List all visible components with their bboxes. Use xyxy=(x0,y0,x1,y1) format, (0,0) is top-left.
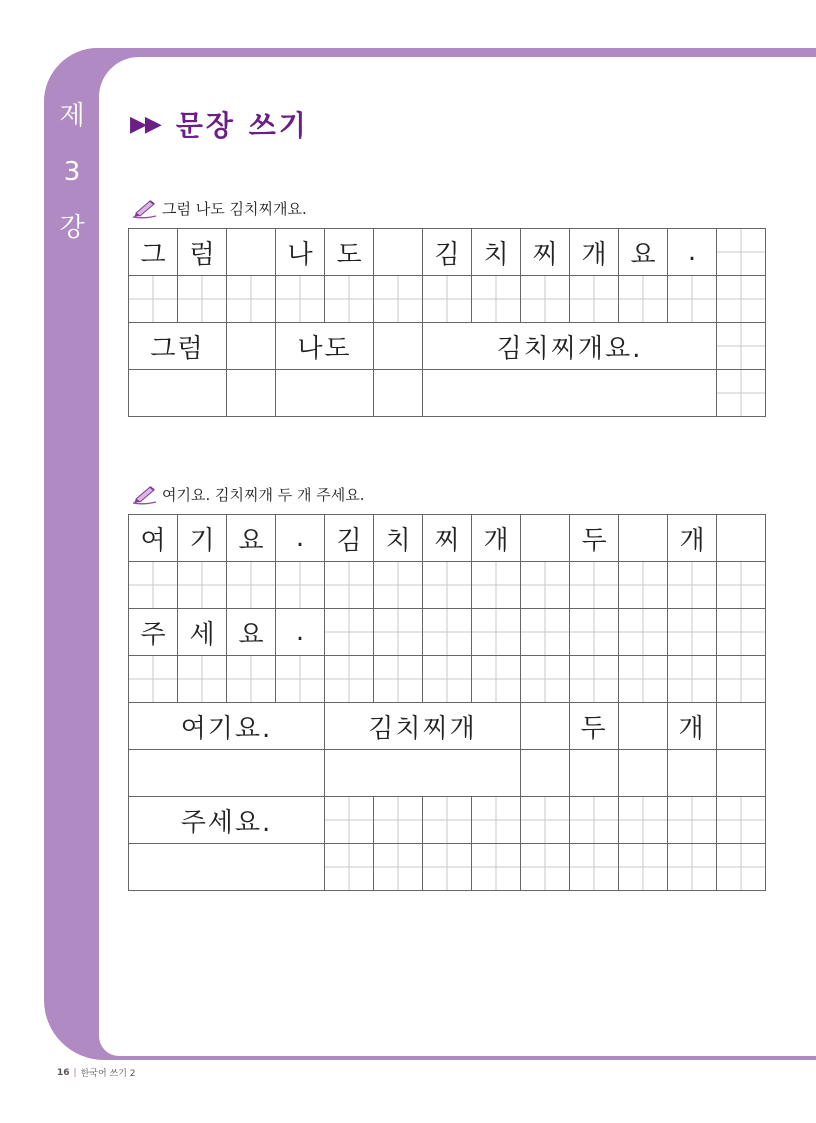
practice-cell[interactable] xyxy=(717,656,766,703)
practice-cell[interactable] xyxy=(129,276,178,323)
exercise1-label xyxy=(130,196,307,220)
exercise2-label xyxy=(130,482,365,506)
book-title: 한국어 쓰기 2 xyxy=(80,1069,136,1079)
trace-gap-cell xyxy=(521,703,570,750)
practice-row xyxy=(129,656,766,703)
free-write-row xyxy=(129,750,766,797)
grid-cell: 요 xyxy=(619,229,668,276)
grid-cell xyxy=(717,797,766,844)
grid-cell xyxy=(717,323,766,370)
practice-cell[interactable] xyxy=(521,276,570,323)
trace-cell: 여기요. xyxy=(129,703,325,750)
practice-cell[interactable] xyxy=(129,562,178,609)
grid-cell: 찌 xyxy=(521,229,570,276)
grid-cell xyxy=(472,797,521,844)
trace-cell: 나도 xyxy=(276,323,374,370)
grid-cell: 개 xyxy=(668,515,717,562)
section-title-text: 문장 쓰기 xyxy=(175,109,309,142)
trace-cell: 주세요. xyxy=(129,797,325,844)
grid-cell xyxy=(423,797,472,844)
grid-cell xyxy=(374,797,423,844)
chapter-tab-char: 제 xyxy=(59,101,85,131)
free-write-cell[interactable] xyxy=(619,750,668,797)
trace-gap-cell xyxy=(717,703,766,750)
grid-cell: 그 xyxy=(129,229,178,276)
grid-cell xyxy=(374,609,423,656)
page-number: 16 xyxy=(57,1067,70,1078)
grid-cell xyxy=(717,609,766,656)
pencil-icon xyxy=(130,197,160,219)
free-write-cell[interactable] xyxy=(668,750,717,797)
free-write-cell[interactable] xyxy=(472,844,521,891)
free-write-cell[interactable] xyxy=(423,844,472,891)
practice-cell[interactable] xyxy=(423,656,472,703)
footer-separator: | xyxy=(73,1067,77,1078)
grid-cell: 김 xyxy=(423,229,472,276)
grid-cell: 치 xyxy=(374,515,423,562)
practice-cell[interactable] xyxy=(276,656,325,703)
practice-cell[interactable] xyxy=(227,276,276,323)
trace-row xyxy=(129,323,766,370)
free-write-cell[interactable] xyxy=(570,750,619,797)
practice-cell[interactable] xyxy=(570,656,619,703)
grid-cell: 주 xyxy=(129,609,178,656)
trace-cell: 그럼 xyxy=(129,323,227,370)
practice-cell[interactable] xyxy=(668,562,717,609)
free-write-cell[interactable] xyxy=(423,370,717,417)
grid-cell: . xyxy=(276,609,325,656)
grid-cell xyxy=(472,609,521,656)
practice-cell[interactable] xyxy=(227,562,276,609)
grid-cell: 두 xyxy=(570,515,619,562)
practice-cell[interactable] xyxy=(619,656,668,703)
grid-cell xyxy=(570,797,619,844)
practice-cell[interactable] xyxy=(178,276,227,323)
free-write-cell[interactable] xyxy=(325,844,374,891)
grid-cell xyxy=(325,797,374,844)
practice-cell[interactable] xyxy=(374,562,423,609)
free-write-cell[interactable] xyxy=(717,844,766,891)
practice-cell[interactable] xyxy=(325,562,374,609)
grid-cell: 찌 xyxy=(423,515,472,562)
free-write-cell[interactable] xyxy=(619,844,668,891)
trace-gap-cell xyxy=(227,323,276,370)
grid-cell xyxy=(668,609,717,656)
grid-cell: . xyxy=(668,229,717,276)
exercise2-sentence: 여기요. 김치찌개 두 개 주세요. xyxy=(162,485,365,504)
chapter-tab-char: 강 xyxy=(59,213,85,243)
trace-gap-cell xyxy=(374,323,423,370)
grid-cell xyxy=(423,609,472,656)
free-write-cell[interactable] xyxy=(276,370,374,417)
practice-cell[interactable] xyxy=(717,562,766,609)
trace-cell: 김치찌개 xyxy=(325,703,521,750)
grid-cell: . xyxy=(276,515,325,562)
grid-cell: 럼 xyxy=(178,229,227,276)
grid-cell: 치 xyxy=(472,229,521,276)
free-write-cell[interactable] xyxy=(129,750,325,797)
practice-cell[interactable] xyxy=(472,562,521,609)
practice-cell[interactable] xyxy=(276,276,325,323)
grid-cell: 세 xyxy=(178,609,227,656)
grid-cell xyxy=(570,609,619,656)
grid-cell xyxy=(717,229,766,276)
grid-cell xyxy=(521,609,570,656)
grid-cell xyxy=(619,797,668,844)
grid-cell xyxy=(619,515,668,562)
free-write-cell[interactable] xyxy=(374,370,423,417)
trace-cell: 개 xyxy=(668,703,717,750)
free-write-cell[interactable] xyxy=(570,844,619,891)
free-write-row xyxy=(129,844,766,891)
model-row xyxy=(129,609,766,656)
practice-cell[interactable] xyxy=(619,562,668,609)
grid-cell: 김 xyxy=(325,515,374,562)
model-row xyxy=(129,515,766,562)
free-write-cell[interactable] xyxy=(521,844,570,891)
chapter-tab xyxy=(46,100,98,268)
practice-cell[interactable] xyxy=(668,276,717,323)
practice-cell[interactable] xyxy=(227,656,276,703)
grid-cell xyxy=(374,229,423,276)
double-arrow-icon: ▶▶ xyxy=(130,111,160,137)
practice-cell[interactable] xyxy=(521,562,570,609)
model-row xyxy=(129,229,766,276)
practice-cell[interactable] xyxy=(178,656,227,703)
free-write-cell[interactable] xyxy=(129,844,325,891)
grid-cell xyxy=(717,515,766,562)
grid-cell: 도 xyxy=(325,229,374,276)
practice-cell[interactable] xyxy=(472,656,521,703)
grid-cell: 요 xyxy=(227,515,276,562)
practice-cell[interactable] xyxy=(570,276,619,323)
trace-row xyxy=(129,703,766,750)
exercise2-writing-grid xyxy=(128,514,766,891)
grid-cell xyxy=(521,515,570,562)
pencil-icon xyxy=(130,483,160,505)
grid-cell: 개 xyxy=(472,515,521,562)
free-write-row xyxy=(129,370,766,417)
practice-cell[interactable] xyxy=(178,562,227,609)
grid-cell: 기 xyxy=(178,515,227,562)
free-write-cell[interactable] xyxy=(717,370,766,417)
trace-cell: 두 xyxy=(570,703,619,750)
free-write-cell[interactable] xyxy=(717,750,766,797)
free-write-cell[interactable] xyxy=(227,370,276,417)
practice-cell[interactable] xyxy=(423,276,472,323)
grid-cell: 개 xyxy=(570,229,619,276)
free-write-cell[interactable] xyxy=(129,370,227,417)
practice-row xyxy=(129,562,766,609)
practice-row xyxy=(129,276,766,323)
grid-cell xyxy=(227,229,276,276)
grid-cell xyxy=(325,609,374,656)
practice-cell[interactable] xyxy=(374,276,423,323)
trace-gap-cell xyxy=(619,703,668,750)
grid-cell: 여 xyxy=(129,515,178,562)
grid-cell: 요 xyxy=(227,609,276,656)
practice-cell[interactable] xyxy=(717,276,766,323)
practice-cell[interactable] xyxy=(570,562,619,609)
practice-cell[interactable] xyxy=(374,656,423,703)
practice-cell[interactable] xyxy=(325,276,374,323)
practice-cell[interactable] xyxy=(521,656,570,703)
practice-cell[interactable] xyxy=(325,656,374,703)
practice-cell[interactable] xyxy=(276,562,325,609)
practice-cell[interactable] xyxy=(472,276,521,323)
trace-cell: 김치찌개요. xyxy=(423,323,717,370)
grid-cell xyxy=(619,609,668,656)
exercise1-writing-grid xyxy=(128,228,766,417)
practice-cell[interactable] xyxy=(129,656,178,703)
free-write-cell[interactable] xyxy=(668,844,717,891)
grid-cell: 나 xyxy=(276,229,325,276)
free-write-cell[interactable] xyxy=(325,750,521,797)
section-title xyxy=(130,102,309,146)
practice-cell[interactable] xyxy=(619,276,668,323)
grid-cell xyxy=(521,797,570,844)
chapter-tab-number: 3 xyxy=(63,157,81,187)
practice-cell[interactable] xyxy=(668,656,717,703)
page-footer xyxy=(57,1066,136,1079)
free-write-cell[interactable] xyxy=(374,844,423,891)
grid-cell xyxy=(668,797,717,844)
free-write-cell[interactable] xyxy=(521,750,570,797)
trace-row xyxy=(129,797,766,844)
exercise1-sentence: 그럼 나도 김치찌개요. xyxy=(162,199,307,218)
practice-cell[interactable] xyxy=(423,562,472,609)
